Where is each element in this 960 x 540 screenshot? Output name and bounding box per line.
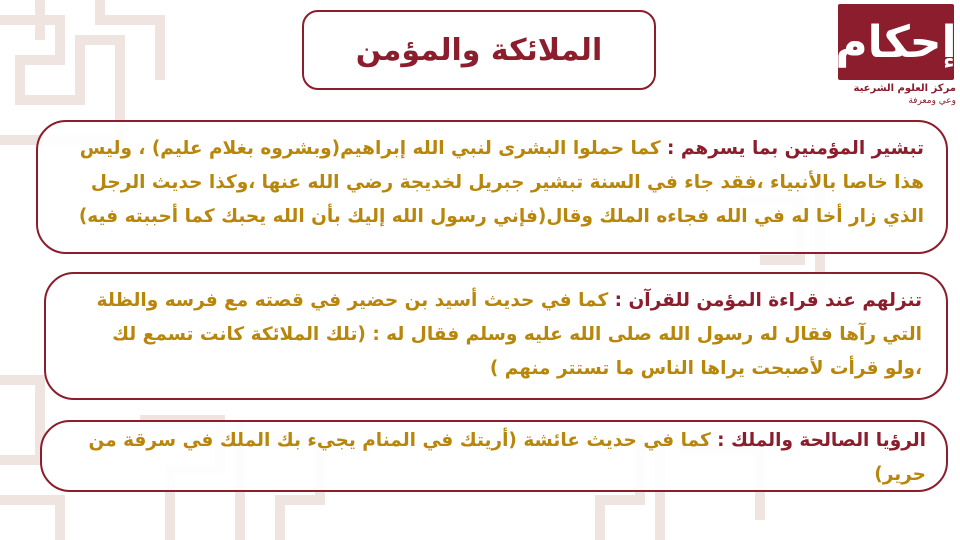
card-2-lead: تنزلهم عند قراءة المؤمن للقرآن : bbox=[614, 290, 922, 311]
card-3-lead: الرؤيا الصالحة والملك : bbox=[717, 430, 926, 451]
logo-tagline: وعي ومعرفة bbox=[908, 96, 956, 106]
slide-title: الملائكة والمؤمن bbox=[355, 32, 603, 68]
card-3-body: كما في حديث عائشة (أريتك في المنام يجيء بك الملك في سرقة من حرير) bbox=[88, 430, 926, 485]
content-card-2 bbox=[44, 272, 948, 400]
slide-title-box bbox=[302, 10, 656, 90]
content-card-3 bbox=[40, 420, 948, 492]
content-card-1 bbox=[36, 120, 948, 254]
card-1-body: كما حملوا البشرى لنبي الله إبراهيم(وبشروه بغلام عليم) ، وليس هذا خاصا بالأنبياء ،فقد جاء في السنة تبشير جبريل لخديجة رضي الله عنها ،وكذا حديث الرجل الذي زار أخا له في الله فجاءه الملك وقال(فإني رسول الله إليك بأن الله يحبك كما أحببته فيه) bbox=[78, 138, 924, 227]
logo-mark: إحكام bbox=[838, 4, 954, 80]
card-1-lead: تبشير المؤمنين بما يسرهم : bbox=[667, 138, 924, 159]
center-logo bbox=[836, 4, 956, 114]
logo-subtitle: مركز العلوم الشرعية bbox=[853, 83, 956, 94]
card-2-body: كما في حديث أسيد بن حضير في قصته مع فرسه والظلة التي رآها فقال له رسول الله صلى الله عليه وسلم فقال له : (تلك الملائكة كانت تسمع لك ،ولو قرأت لأصبحت يراها الناس ما تستتر منهم ) bbox=[96, 290, 922, 379]
